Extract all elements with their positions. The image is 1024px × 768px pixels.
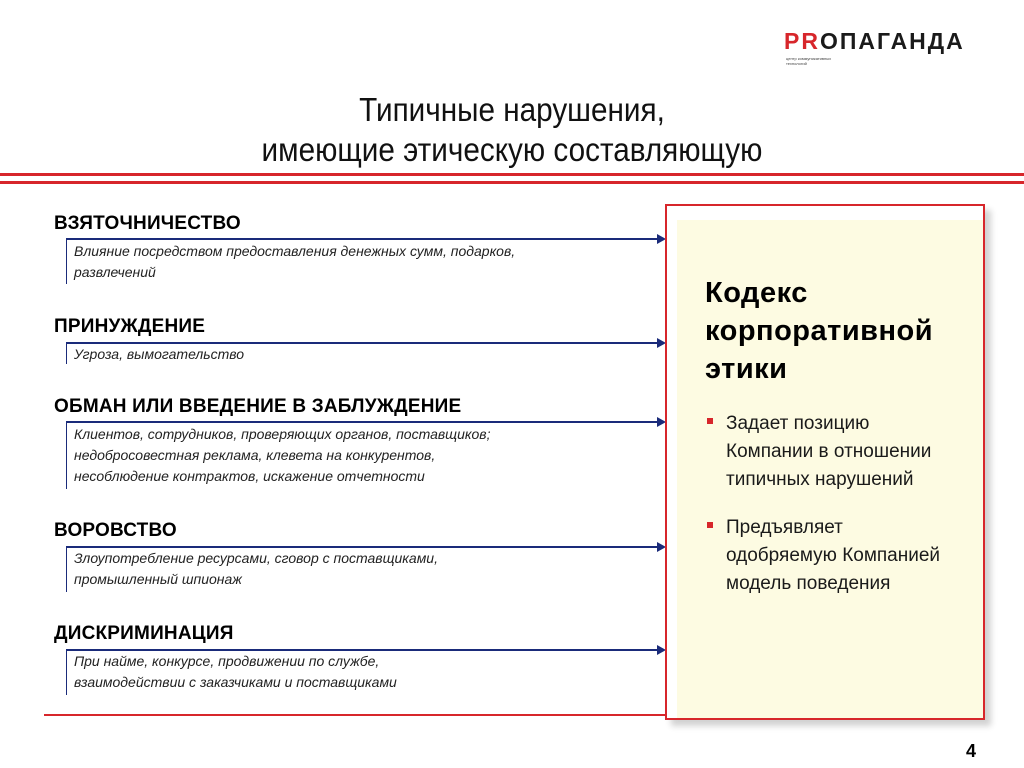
bullet-text (726, 514, 940, 598)
violation-heading: ВОРОВСТВО (54, 520, 177, 541)
panel-background (677, 220, 983, 718)
header-rule-top (0, 173, 1024, 176)
violation-description (74, 241, 515, 283)
bullet-square-icon (707, 522, 713, 528)
panel-title-line: корпоративной (705, 315, 934, 347)
logo-pr: PR (784, 28, 820, 54)
arrow-bribery (66, 238, 658, 240)
title-line-1: Типичные нарушения, (359, 91, 665, 128)
code-of-ethics-panel (665, 204, 985, 720)
bullet-line: Компании в отношении (726, 441, 932, 462)
panel-bullet (707, 410, 987, 494)
brand-logo (784, 30, 965, 53)
violation-fraud (54, 396, 490, 487)
violation-theft (54, 520, 438, 590)
violation-discrimination (54, 623, 397, 693)
page-number: 4 (966, 741, 977, 761)
panel-title-line: Кодекс (705, 277, 808, 309)
bottom-rule (44, 714, 666, 716)
desc-line: Злоупотребление ресурсами, сговор с поставщиками, (74, 550, 438, 566)
panel-bullet (707, 514, 987, 598)
panel-title-line: этики (705, 353, 788, 385)
bullet-line: Предъявляет (726, 517, 843, 538)
bracket-line (66, 548, 67, 592)
violation-heading: ДИСКРИМИНАЦИЯ (54, 623, 234, 644)
bullet-text (726, 410, 931, 494)
bracket-line (66, 423, 67, 489)
bullet-line: модель поведения (726, 573, 891, 594)
violation-description (74, 344, 244, 365)
violation-description (74, 424, 490, 487)
violation-description (74, 651, 397, 693)
desc-line: Угроза, вымогательство (74, 346, 245, 362)
logo-rest: ОПАГАНДА (819, 28, 965, 54)
bracket-line (66, 651, 67, 695)
bracket-line (66, 344, 67, 364)
arrow-coercion (66, 342, 658, 344)
desc-line: недобросовестная реклама, клевета на конкурентов, (74, 447, 436, 463)
bracket-line (66, 240, 67, 284)
arrow-fraud (66, 421, 658, 423)
panel-title (705, 274, 933, 388)
violation-coercion (54, 316, 244, 365)
title-line-2: имеющие этическую составляющую (261, 131, 763, 168)
desc-line: При найме, конкурсе, продвижении по службе, (74, 653, 380, 669)
header-rule-bottom (0, 181, 1024, 184)
violation-description (74, 548, 438, 590)
desc-line: взаимодействии с заказчиками и поставщиками (74, 674, 397, 690)
bullet-square-icon (707, 418, 713, 424)
logo-tagline: центр коммуникативных технологий (786, 56, 832, 66)
panel-bullets (707, 410, 987, 618)
violation-bribery (54, 213, 515, 283)
bullet-line: Задает позицию (726, 413, 870, 434)
slide-title (51, 90, 973, 170)
violation-heading: ОБМАН ИЛИ ВВЕДЕНИЕ В ЗАБЛУЖДЕНИЕ (54, 396, 462, 417)
desc-line: промышленный шпионаж (74, 571, 242, 587)
arrow-theft (66, 546, 658, 548)
desc-line: развлечений (74, 264, 156, 280)
bullet-line: одобряемую Компанией (726, 545, 941, 566)
desc-line: несоблюдение контрактов, искажение отчетности (74, 468, 425, 484)
desc-line: Клиентов, сотрудников, проверяющих органов, поставщиков; (74, 426, 491, 442)
bullet-line: типичных нарушений (726, 469, 914, 490)
arrow-discrimination (66, 649, 658, 651)
violation-heading: ВЗЯТОЧНИЧЕСТВО (54, 213, 241, 234)
violation-heading: ПРИНУЖДЕНИЕ (54, 316, 206, 337)
desc-line: Влияние посредством предоставления денежных сумм, подарков, (74, 243, 516, 259)
